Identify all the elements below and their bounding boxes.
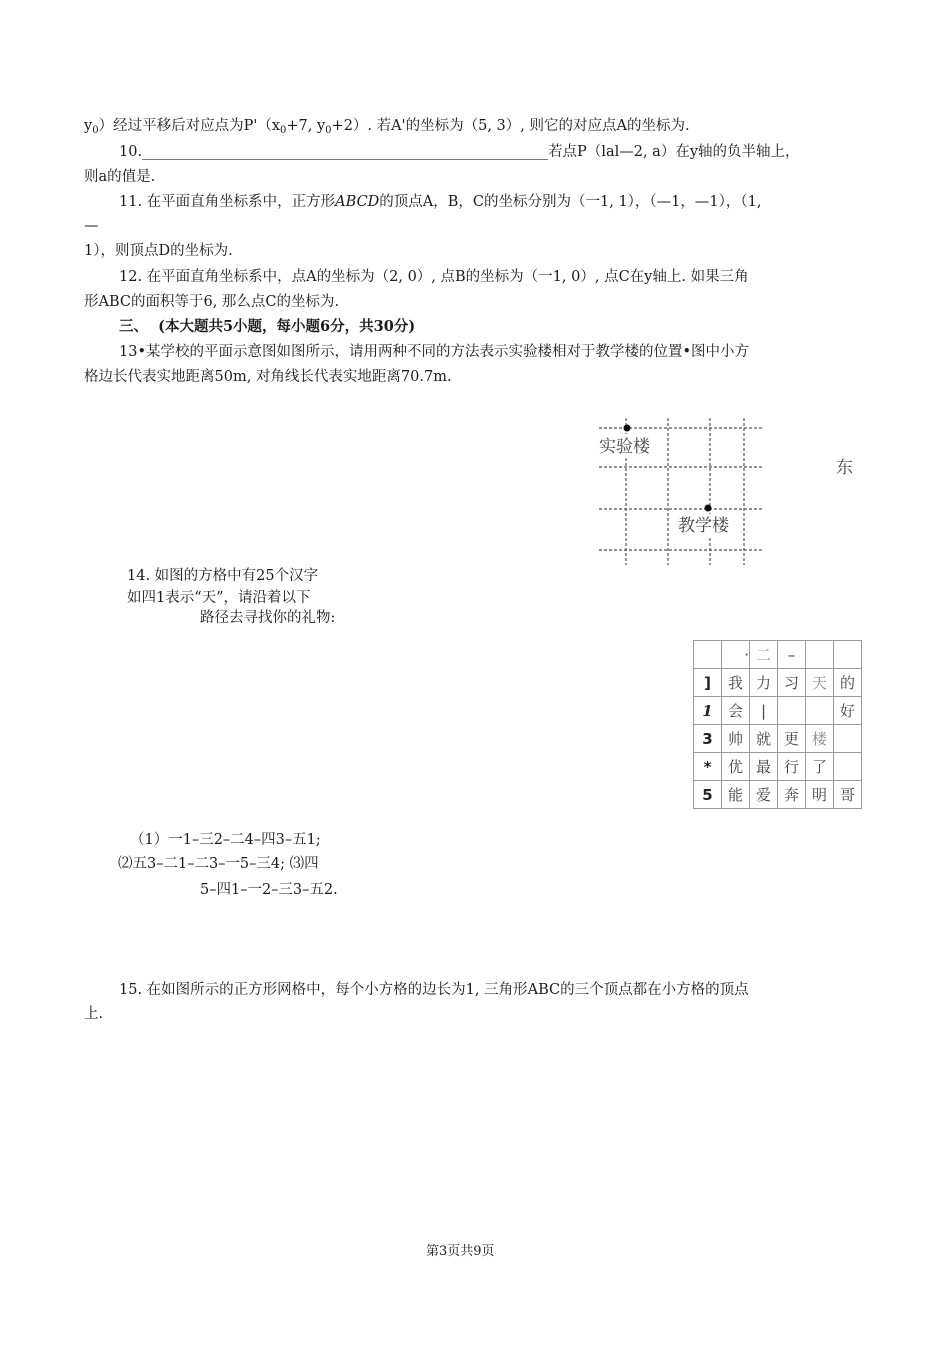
q12-line2: 形ABC的面积等于6, 那么点C的坐标为. [84, 294, 340, 310]
grid-cell: 我 [722, 669, 750, 697]
grid-cell: 二 [750, 641, 778, 669]
grid-cell: 就 [750, 725, 778, 753]
character-grid [693, 640, 862, 809]
grid-cell: 更 [778, 725, 806, 753]
grid-cell: 行 [778, 753, 806, 781]
q14-line3: 路径去寻找你的礼物: [200, 610, 336, 626]
grid-cell: ] [694, 669, 722, 697]
grid-row [694, 753, 862, 781]
grid-cell: 5 [694, 781, 722, 809]
section3-num: 三、 [119, 318, 148, 335]
q11-rest: 的顶点A，B，C的坐标分别为（一1, 1），（—1，—1），（1, [379, 194, 762, 210]
grid-row [694, 641, 862, 669]
q15-line1: 15. 在如图所示的正方形网格中，每个小方格的边长为1, 三角形ABC的三个顶点都在小方格的顶点 [119, 982, 749, 998]
grid-cell [834, 725, 862, 753]
q11-abcd: ABCD [335, 194, 380, 210]
grid-cell [694, 641, 722, 669]
grid-cell: 优 [722, 753, 750, 781]
grid-cell: 能 [722, 781, 750, 809]
grid-cell [806, 641, 834, 669]
q9-sub0: 0 [92, 125, 99, 136]
grid-cell: 明 [806, 781, 834, 809]
section3-heading [119, 317, 415, 337]
q9-tail-line [84, 116, 690, 141]
grid-cell: 好 [834, 697, 862, 725]
q11-prefix: 11. 在平面直角坐标系中，正方形 [119, 194, 336, 210]
q11-line2: — [84, 218, 99, 234]
grid-cell: 习 [778, 669, 806, 697]
q14-path1: （1）一1–三2–二4–四3–五1; [130, 832, 321, 848]
grid-cell: 天 [806, 669, 834, 697]
grid-cell [834, 753, 862, 781]
q10-line1: 10.________________________________________________________若点P（lal—2, a）在y轴的负半轴上， [119, 144, 800, 160]
grid-cell: 的 [834, 669, 862, 697]
grid-cell [806, 697, 834, 725]
grid-cell: 奔 [778, 781, 806, 809]
grid-cell: 最 [750, 753, 778, 781]
grid-row [694, 781, 862, 809]
q15-line2: 上. [84, 1006, 104, 1022]
q13-line1: 13•某学校的平面示意图如图所示，请用两种不同的方法表示实验楼相对于教学楼的位置•图中小方 [119, 344, 750, 360]
grid-cell: 爱 [750, 781, 778, 809]
q9-sub1: 0 [280, 125, 287, 136]
grid-cell [778, 697, 806, 725]
q9-y: y [84, 118, 93, 134]
q14-line2: 如四1表示“天”，请沿着以下 [127, 590, 311, 606]
q10-line2: 则a的值是. [84, 169, 156, 185]
q11-line1 [119, 192, 761, 212]
q14-path3: 5–四1–一2–三3–五2. [200, 882, 338, 898]
grid-cell: · [722, 641, 750, 669]
grid-cell: 哥 [834, 781, 862, 809]
q9-text3: +2）. 若A'的坐标为（5, 3）, 则它的对应点A的坐标为. [331, 118, 690, 134]
q9-text1: ）经过平移后对应点为P'（x [98, 118, 280, 134]
teaching-building-label: 教学楼 [678, 516, 729, 536]
grid-cell: 力 [750, 669, 778, 697]
grid-cell: | [750, 697, 778, 725]
grid-row [694, 669, 862, 697]
page-footer: 第3页共9页 [426, 1244, 495, 1259]
grid-cell: 1 [694, 697, 722, 725]
grid-cell: – [778, 641, 806, 669]
section3-title: (本大题共5小题，每小题6分，共30分) [158, 318, 416, 335]
school-map-figure [596, 410, 876, 570]
grid-cell: 了 [806, 753, 834, 781]
q14-line1: 14. 如图的方格中有25个汉字 [127, 568, 319, 584]
grid-cell: 帅 [722, 725, 750, 753]
q12-line1: 12. 在平面直角坐标系中，点A的坐标为（2, 0）, 点B的坐标为（一1, 0）, 点C在y轴上. 如果三角 [119, 269, 749, 285]
q9-sub2: 0 [325, 125, 332, 136]
q13-line2: 格边长代表实地距离50m, 对角线长代表实地距离70.7m. [84, 369, 452, 385]
east-label: 东 [836, 458, 853, 478]
q14-path2: ⑵五3–二1–二3–一5–三4; ⑶四 [118, 856, 319, 872]
lab-building-label: 实验楼 [599, 437, 650, 457]
lab-building-point [624, 425, 631, 432]
grid-row [694, 697, 862, 725]
grid-cell [834, 641, 862, 669]
q11-line3: 1），则顶点D的坐标为. [84, 243, 233, 259]
grid-cell: 3 [694, 725, 722, 753]
teaching-building-point [705, 505, 712, 512]
q9-text2: +7, y [286, 118, 326, 134]
grid-row [694, 725, 862, 753]
grid-cell: 会 [722, 697, 750, 725]
grid-cell: 楼 [806, 725, 834, 753]
grid-cell: * [694, 753, 722, 781]
